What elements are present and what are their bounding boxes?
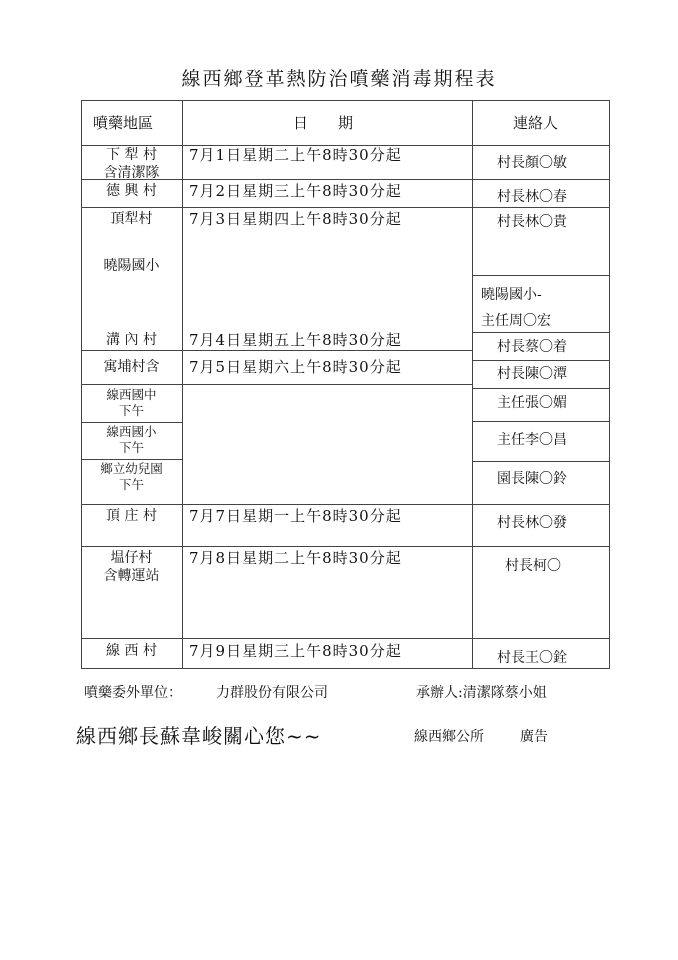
area-line: 下 犁 村 xyxy=(106,147,157,163)
area-cell xyxy=(81,257,182,275)
notice-label: 廣告 xyxy=(520,729,548,745)
area-cell xyxy=(81,358,182,376)
contact-row-line xyxy=(472,461,610,462)
date-cell: 7月1日星期二上午8時30分起 xyxy=(189,146,402,164)
contact-cell: 村長陳〇潭 xyxy=(497,366,567,382)
area-cell xyxy=(81,331,182,349)
date-cell: 7月5日星期六上午8時30分起 xyxy=(189,358,402,376)
contractor-label: 噴藥委外單位： xyxy=(84,685,182,701)
contact-cell: 村長林〇貴 xyxy=(497,214,567,230)
area-line: 頂 庄 村 xyxy=(106,508,157,524)
schedule-table xyxy=(81,100,610,669)
date-row-line xyxy=(182,207,472,208)
contact-row-line xyxy=(472,145,610,146)
contact-row-line xyxy=(472,388,610,389)
area-cell xyxy=(81,210,182,228)
area-line: 頂犁村 xyxy=(110,211,153,227)
date-row-line xyxy=(182,179,472,180)
date-cell: 7月8日星期二上午8時30分起 xyxy=(189,549,402,567)
contact-row-line xyxy=(472,179,610,180)
contact-line: 曉陽國小- xyxy=(481,287,542,303)
date-cell: 7月9日星期三上午8時30分起 xyxy=(189,642,402,660)
area-cell xyxy=(81,146,182,182)
area-row-line xyxy=(81,350,182,351)
area-cell xyxy=(81,387,182,419)
table-border-bottom xyxy=(81,668,610,669)
area-row-line xyxy=(81,459,182,460)
contact-row-line xyxy=(472,207,610,208)
area-cell xyxy=(81,461,182,493)
contact-row-line xyxy=(472,638,610,639)
area-row-line xyxy=(81,422,182,423)
area-line: 線西國中 xyxy=(106,387,157,402)
area-row-line xyxy=(81,384,182,385)
area-line: 下午 xyxy=(118,403,144,418)
area-line: 下午 xyxy=(118,477,144,492)
area-line: 下午 xyxy=(118,440,144,455)
date-row-line xyxy=(182,546,472,547)
contact-line: 主任周〇宏 xyxy=(481,313,551,329)
page-title: 線西鄉登革熱防治噴藥消毒期程表 xyxy=(181,68,497,90)
area-line: 曉陽國小 xyxy=(103,258,160,274)
area-line: 寓埔村含 xyxy=(103,359,160,375)
area-cell xyxy=(81,424,182,456)
contact-row-line xyxy=(472,546,610,547)
date-cell: 7月7日星期一上午8時30分起 xyxy=(189,507,402,525)
date-cell: 7月2日星期三上午8時30分起 xyxy=(189,182,402,200)
contact-cell: 村長王〇銓 xyxy=(497,650,567,666)
area-line: 含清潔隊 xyxy=(103,165,160,181)
closing-message: 線西鄉長蘇韋峻關心您~~ xyxy=(76,724,322,748)
date-row-line xyxy=(182,504,472,505)
area-line: 線西國小 xyxy=(106,424,157,439)
office-name: 線西鄉公所 xyxy=(414,729,484,745)
header-date: 日 期 xyxy=(293,114,354,132)
area-row-line xyxy=(81,546,182,547)
date-row-line xyxy=(182,384,472,385)
contact-cell: 主任李〇昌 xyxy=(497,432,567,448)
contact-cell: 園長陳〇鈴 xyxy=(497,471,567,487)
header-contact: 連絡人 xyxy=(513,114,559,132)
table-border-right xyxy=(609,100,610,669)
date-row-line xyxy=(182,638,472,639)
date-row-line xyxy=(182,350,472,351)
contact-row-line xyxy=(472,421,610,422)
contact-cell: 村長顏〇敏 xyxy=(497,155,567,171)
contact-cell: 主任張〇媚 xyxy=(497,395,567,411)
date-cell: 7月3日星期四上午8時30分起 xyxy=(189,210,402,228)
contact-row-line xyxy=(472,275,610,276)
area-line: 線 西 村 xyxy=(106,643,157,659)
area-row-line xyxy=(81,207,182,208)
contact-cell: 村長柯〇 xyxy=(505,558,561,574)
contact-cell: 村長蔡〇着 xyxy=(497,339,567,355)
contact-row-line xyxy=(472,360,610,361)
area-line: 溝 內 村 xyxy=(106,332,157,348)
area-cell xyxy=(81,182,182,200)
area-line: 鄉立幼兒園 xyxy=(100,461,163,476)
area-cell xyxy=(81,549,182,585)
table-border-top xyxy=(81,100,610,101)
area-row-line xyxy=(81,504,182,505)
area-row-line xyxy=(81,638,182,639)
header-area: 噴藥地區 xyxy=(93,114,154,132)
contact-cell xyxy=(481,282,551,334)
contact-cell: 村長林〇發 xyxy=(497,515,567,531)
area-line: 含轉運站 xyxy=(103,568,160,584)
contact-row-line xyxy=(472,504,610,505)
column-divider-date xyxy=(472,100,473,669)
area-cell xyxy=(81,642,182,660)
handler-info: 承辦人:清潔隊蔡小姐 xyxy=(416,685,547,701)
contact-cell: 村長林〇春 xyxy=(497,189,567,205)
area-line: 德 興 村 xyxy=(106,183,157,199)
area-line: 塭仔村 xyxy=(110,550,153,566)
area-cell xyxy=(81,507,182,525)
contractor-name: 力群股份有限公司 xyxy=(216,685,328,701)
date-cell: 7月4日星期五上午8時30分起 xyxy=(189,331,402,349)
